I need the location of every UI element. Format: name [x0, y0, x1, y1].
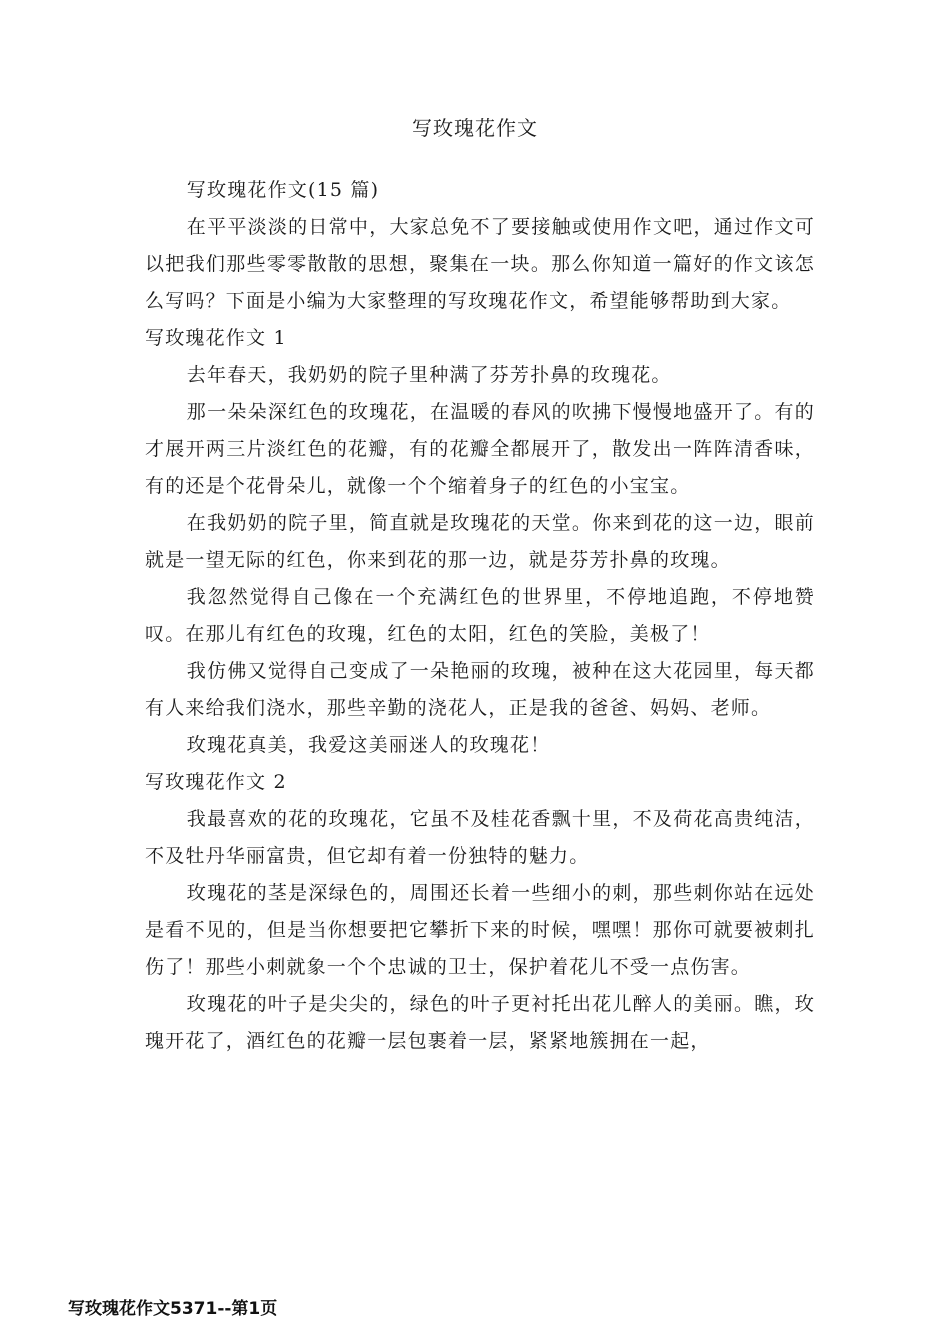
paragraph: 那一朵朵深红色的玫瑰花，在温暖的春风的吹拂下慢慢地盛开了。有的才展开两三片淡红色的花瓣，有的花瓣全都展开了，散发出一阵阵清香味，有的还是个花骨朵儿，就像一个个缩着身子的红色的小宝宝。 [145, 401, 815, 497]
section-heading-1: 写玫瑰花作文 1 [145, 327, 287, 349]
intro-paragraph: 在平平淡淡的日常中，大家总免不了要接触或使用作文吧，通过作文可以把我们那些零零散散的思想，聚集在一块。那么你知道一篇好的作文该怎么写吗？下面是小编为大家整理的写玫瑰花作文，希望能够帮助到大家。 [145, 216, 815, 312]
paragraph: 玫瑰花真美，我爱这美丽迷人的玫瑰花！ [186, 734, 551, 756]
paragraph: 我仿佛又觉得自己变成了一朵艳丽的玫瑰，被种在这大花园里，每天都有人来给我们浇水，那些辛勤的浇花人，正是我的爸爸、妈妈、老师。 [145, 660, 815, 719]
document-body [145, 172, 815, 1060]
paragraph: 我最喜欢的花的玫瑰花，它虽不及桂花香飘十里，不及荷花高贵纯洁，不及牡丹华丽富贵，但它却有着一份独特的魅力。 [145, 808, 815, 867]
paragraph: 玫瑰花的茎是深绿色的，周围还长着一些细小的刺，那些刺你站在远处是看不见的，但是当你想要把它攀折下来的时候，嘿嘿！那你可就要被刺扎伤了！那些小刺就象一个个忠诚的卫士，保护着花儿不受一点伤害。 [145, 882, 815, 978]
page-title: 写玫瑰花作文 [412, 116, 538, 140]
paragraph: 去年春天，我奶奶的院子里种满了芬芳扑鼻的玫瑰花。 [186, 364, 672, 386]
paragraph: 我忽然觉得自己像在一个充满红色的世界里，不停地追跑，不停地赞叹。在那儿有红色的玫瑰，红色的太阳，红色的笑脸，美极了！ [145, 586, 815, 645]
page-footer-label: 写玫瑰花作文5371--第1页 [68, 1299, 278, 1319]
section-heading-2: 写玫瑰花作文 2 [145, 771, 287, 793]
paragraph: 玫瑰花的叶子是尖尖的，绿色的叶子更衬托出花儿醉人的美丽。瞧，玫瑰开花了，酒红色的花瓣一层包裹着一层，紧紧地簇拥在一起， [145, 993, 815, 1052]
paragraph: 在我奶奶的院子里，简直就是玫瑰花的天堂。你来到花的这一边，眼前就是一望无际的红色，你来到花的那一边，就是芬芳扑鼻的玫瑰。 [145, 512, 815, 571]
document-subtitle: 写玫瑰花作文(15 篇) [186, 179, 380, 201]
